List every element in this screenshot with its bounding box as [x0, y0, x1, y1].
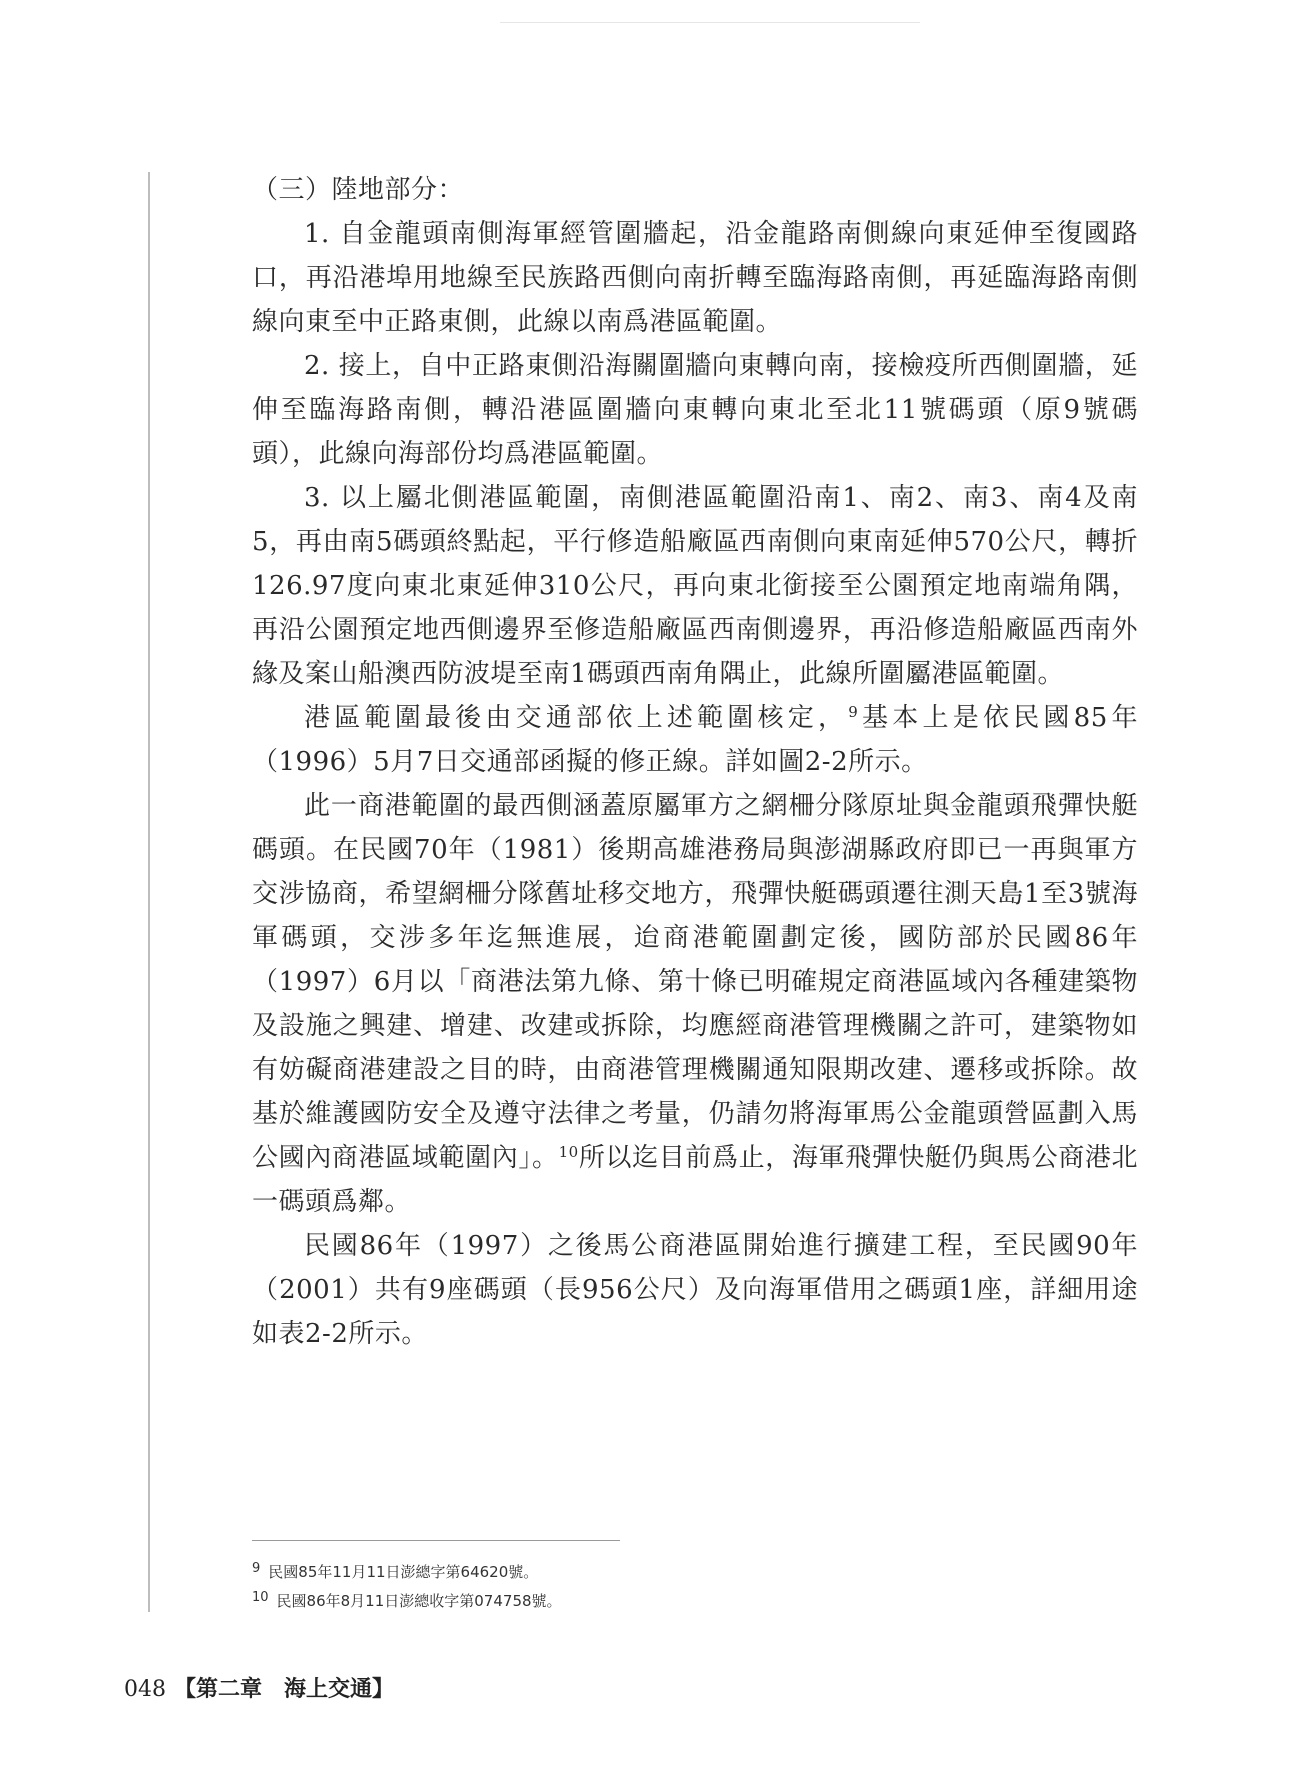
paragraph-item-1: 1. 自金龍頭南側海軍經管圍牆起，沿金龍路南側線向東延伸至復國路口，再沿港埠用地線至民族路西側向南折轉至臨海路南側，再延臨海路南側線向東至中正路東側，此線以南爲港區範圍。: [252, 219, 1138, 337]
paragraph-approval-text-a: 港區範圍最後由交通部依上述範圍核定，: [304, 703, 849, 733]
paragraph-item-3: 3. 以上屬北側港區範圍，南側港區範圍沿南1、南2、南3、南4及南5，再由南5碼頭終點起，平行修造船廠區西南側向東南延伸570公尺，轉折126.97度向東北東延伸310公尺，再向東北銜接至公園預定地南端角隅，再沿公園預定地西側邊界至修造船廠區西南側邊界，再沿修造船廠區西南外緣及案山船澳西防波堤至南1碼頭西南角隅止，此線所圍屬港區範圍。: [252, 483, 1138, 689]
footnote-10: [252, 1585, 1052, 1614]
paragraph-approval: [252, 696, 1138, 784]
footnote-number: 9: [252, 1561, 261, 1576]
paragraph-expansion: 民國86年（1997）之後馬公商港區開始進行擴建工程，至民國90年（2001）共有9座碼頭（長956公尺）及向海軍借用之碼頭1座，詳細用途如表2-2所示。: [252, 1231, 1138, 1349]
section-heading: （三）陸地部分：: [252, 175, 465, 205]
footnote-text: 民國85年11月11日澎總字第64620號。: [268, 1563, 539, 1581]
top-decorative-rule: [500, 22, 920, 23]
footnote-ref-9[interactable]: 9: [848, 703, 859, 721]
paragraph-military-text-a: 此一商港範圍的最西側涵蓋原屬軍方之網柵分隊原址與金龍頭飛彈快艇碼頭。在民國70年（1981）後期高雄港務局與澎湖縣政府即已一再與軍方交涉協商，希望網柵分隊舊址移交地方，飛彈快艇碼頭遷往測天島1至3號海軍碼頭，交涉多年迄無進展，迨商港範圍劃定後，國防部於民國86年（1997）6月以「商港法第九條、第十條已明確規定商港區域內各種建築物及設施之興建、增建、改建或拆除，均應經商港管理機關之許可，建築物如有妨礙商港建設之目的時，由商港管理機關通知限期改建、遷移或拆除。故基於維護國防安全及遵守法律之考量，仍請勿將海軍馬公金龍頭營區劃入馬公國內商港區域範圍內」。: [252, 791, 1138, 1173]
footnotes: [252, 1556, 1052, 1614]
chapter-title: 【第二章 海上交通】: [174, 1676, 395, 1702]
paragraph-item-2: 2. 接上，自中正路東側沿海關圍牆向東轉向南，接檢疫所西側圍牆，延伸至臨海路南側，轉沿港區圍牆向東轉向東北至北11號碼頭（原9號碼頭），此線向海部份均爲港區範圍。: [252, 351, 1138, 469]
body-text: [252, 168, 1138, 1356]
footnote-number: 10: [252, 1590, 269, 1605]
paragraph-military-text-b: 所以迄目前爲止，海軍飛彈快艇仍與馬公商港北一碼頭爲鄰。: [252, 1143, 1138, 1217]
footnote-9: [252, 1556, 1052, 1585]
left-margin-rule: [148, 172, 150, 1612]
page-footer: [124, 1672, 394, 1703]
paragraph-approval-text-b: 基本上是依民國85年（1996）5月7日交通部函擬的修正線。詳如圖2-2所示。: [252, 703, 1138, 777]
paragraph-military: [252, 784, 1138, 1224]
footnote-divider: [252, 1540, 620, 1541]
footnote-text: 民國86年8月11日澎總收字第074758號。: [276, 1592, 562, 1610]
page-number: 048: [124, 1677, 166, 1702]
footnote-ref-10[interactable]: 10: [558, 1143, 579, 1161]
